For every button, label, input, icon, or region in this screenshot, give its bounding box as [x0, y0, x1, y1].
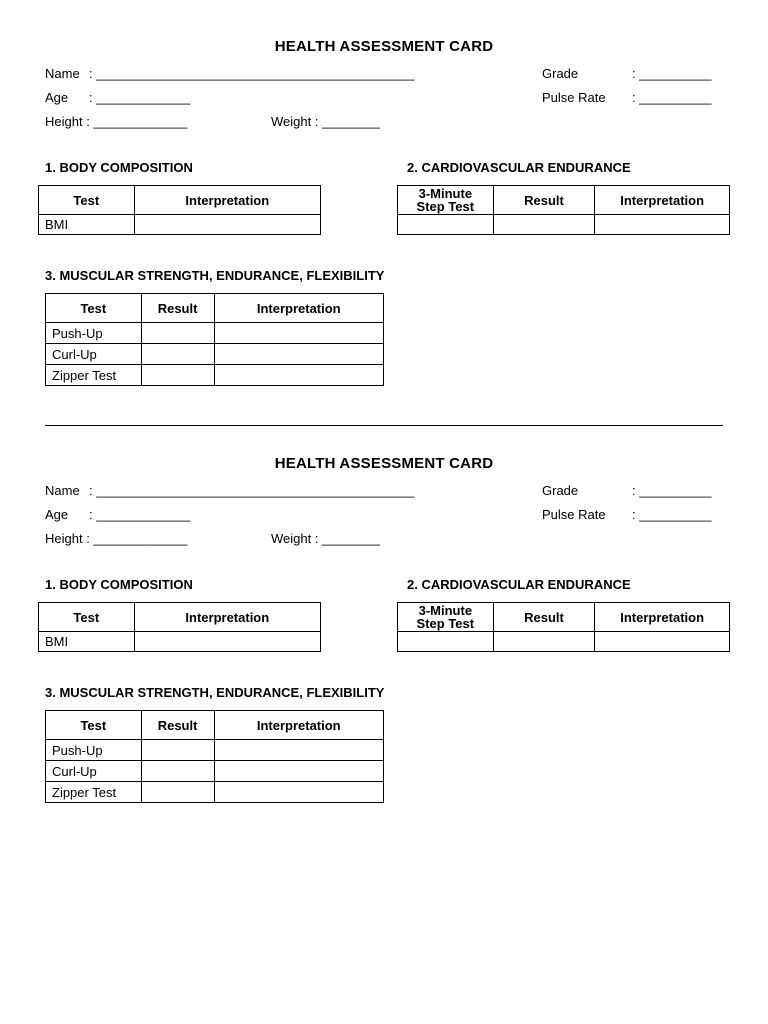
entry-cell[interactable] [398, 632, 494, 652]
name-field[interactable]: : ____________________________________________ [89, 483, 415, 498]
entry-cell[interactable] [134, 215, 320, 235]
entry-cell[interactable] [141, 365, 214, 386]
pulse-rate-field[interactable]: : __________ [632, 90, 712, 105]
table-row [46, 323, 384, 344]
grade-label: Grade [542, 66, 579, 81]
entry-cell[interactable] [214, 740, 384, 761]
height-field[interactable]: Height : _____________ [45, 531, 188, 546]
entry-cell[interactable] [214, 323, 384, 344]
grade-label: Grade [542, 483, 579, 498]
age-field[interactable]: : _____________ [89, 90, 191, 105]
entry-cell[interactable] [134, 632, 320, 652]
weight-field[interactable]: Weight : ________ [271, 531, 380, 546]
muscular-strength-table [45, 293, 384, 386]
card-title: HEALTH ASSESSMENT CARD [274, 455, 494, 472]
entry-cell[interactable] [214, 365, 384, 386]
entry-cell[interactable] [595, 632, 730, 652]
column-header: Result [141, 294, 214, 323]
test-name-cell: Zipper Test [46, 782, 142, 803]
test-name-cell: Push-Up [46, 323, 142, 344]
name-field[interactable]: : ____________________________________________ [89, 66, 415, 81]
column-header: Test [46, 294, 142, 323]
test-name-cell: Curl-Up [46, 344, 142, 365]
height-field[interactable]: Height : _____________ [45, 114, 188, 129]
table-row [39, 215, 321, 235]
health-assessment-card [0, 0, 768, 416]
cardiovascular-table [397, 185, 730, 235]
entry-cell[interactable] [214, 782, 384, 803]
column-header: Interpretation [214, 294, 384, 323]
test-name-cell: Push-Up [46, 740, 142, 761]
table-row [46, 740, 384, 761]
test-name-cell: BMI [39, 632, 135, 652]
column-header: 3-Minute Step Test [398, 603, 494, 632]
table-row [46, 761, 384, 782]
table-row [398, 632, 730, 652]
entry-cell[interactable] [141, 323, 214, 344]
age-label: Age [45, 90, 69, 105]
card-title: HEALTH ASSESSMENT CARD [274, 38, 494, 55]
column-header: Test [39, 186, 135, 215]
entry-cell[interactable] [214, 344, 384, 365]
column-header: Interpretation [214, 711, 384, 740]
name-label: Name [45, 483, 80, 498]
column-header: 3-Minute Step Test [398, 186, 494, 215]
column-header: Result [493, 603, 595, 632]
pulse-rate-field[interactable]: : __________ [632, 507, 712, 522]
body-composition-table [38, 602, 321, 652]
body-composition-table [38, 185, 321, 235]
entry-cell[interactable] [398, 215, 494, 235]
muscular-strength-table [45, 710, 384, 803]
table-row [46, 344, 384, 365]
column-header: Result [493, 186, 595, 215]
age-field[interactable]: : _____________ [89, 507, 191, 522]
entry-cell[interactable] [493, 215, 595, 235]
age-label: Age [45, 507, 69, 522]
entry-cell[interactable] [493, 632, 595, 652]
cardiovascular-table [397, 602, 730, 652]
entry-cell[interactable] [595, 215, 730, 235]
column-header: Test [39, 603, 135, 632]
grade-field[interactable]: : __________ [632, 66, 712, 81]
table-row [46, 782, 384, 803]
pulse-rate-label: Pulse Rate [542, 507, 606, 522]
entry-cell[interactable] [141, 344, 214, 365]
entry-cell[interactable] [141, 782, 214, 803]
column-header: Interpretation [595, 186, 730, 215]
health-assessment-card [0, 417, 768, 833]
column-header: Test [46, 711, 142, 740]
column-header: Interpretation [134, 186, 320, 215]
test-name-cell: Curl-Up [46, 761, 142, 782]
test-name-cell: Zipper Test [46, 365, 142, 386]
card-divider [45, 425, 723, 426]
entry-cell[interactable] [141, 761, 214, 782]
section-cardiovascular-title: 2. CARDIOVASCULAR ENDURANCE [407, 577, 631, 592]
column-header: Interpretation [595, 603, 730, 632]
pulse-rate-label: Pulse Rate [542, 90, 606, 105]
column-header: Interpretation [134, 603, 320, 632]
section-body-composition-title: 1. BODY COMPOSITION [45, 577, 193, 592]
weight-field[interactable]: Weight : ________ [271, 114, 380, 129]
table-row [398, 215, 730, 235]
column-header: Result [141, 711, 214, 740]
entry-cell[interactable] [214, 761, 384, 782]
section-body-composition-title: 1. BODY COMPOSITION [45, 160, 193, 175]
test-name-cell: BMI [39, 215, 135, 235]
section-muscular-title: 3. MUSCULAR STRENGTH, ENDURANCE, FLEXIBILITY [45, 685, 385, 700]
section-cardiovascular-title: 2. CARDIOVASCULAR ENDURANCE [407, 160, 631, 175]
name-label: Name [45, 66, 80, 81]
table-row [39, 632, 321, 652]
grade-field[interactable]: : __________ [632, 483, 712, 498]
section-muscular-title: 3. MUSCULAR STRENGTH, ENDURANCE, FLEXIBILITY [45, 268, 385, 283]
entry-cell[interactable] [141, 740, 214, 761]
table-row [46, 365, 384, 386]
